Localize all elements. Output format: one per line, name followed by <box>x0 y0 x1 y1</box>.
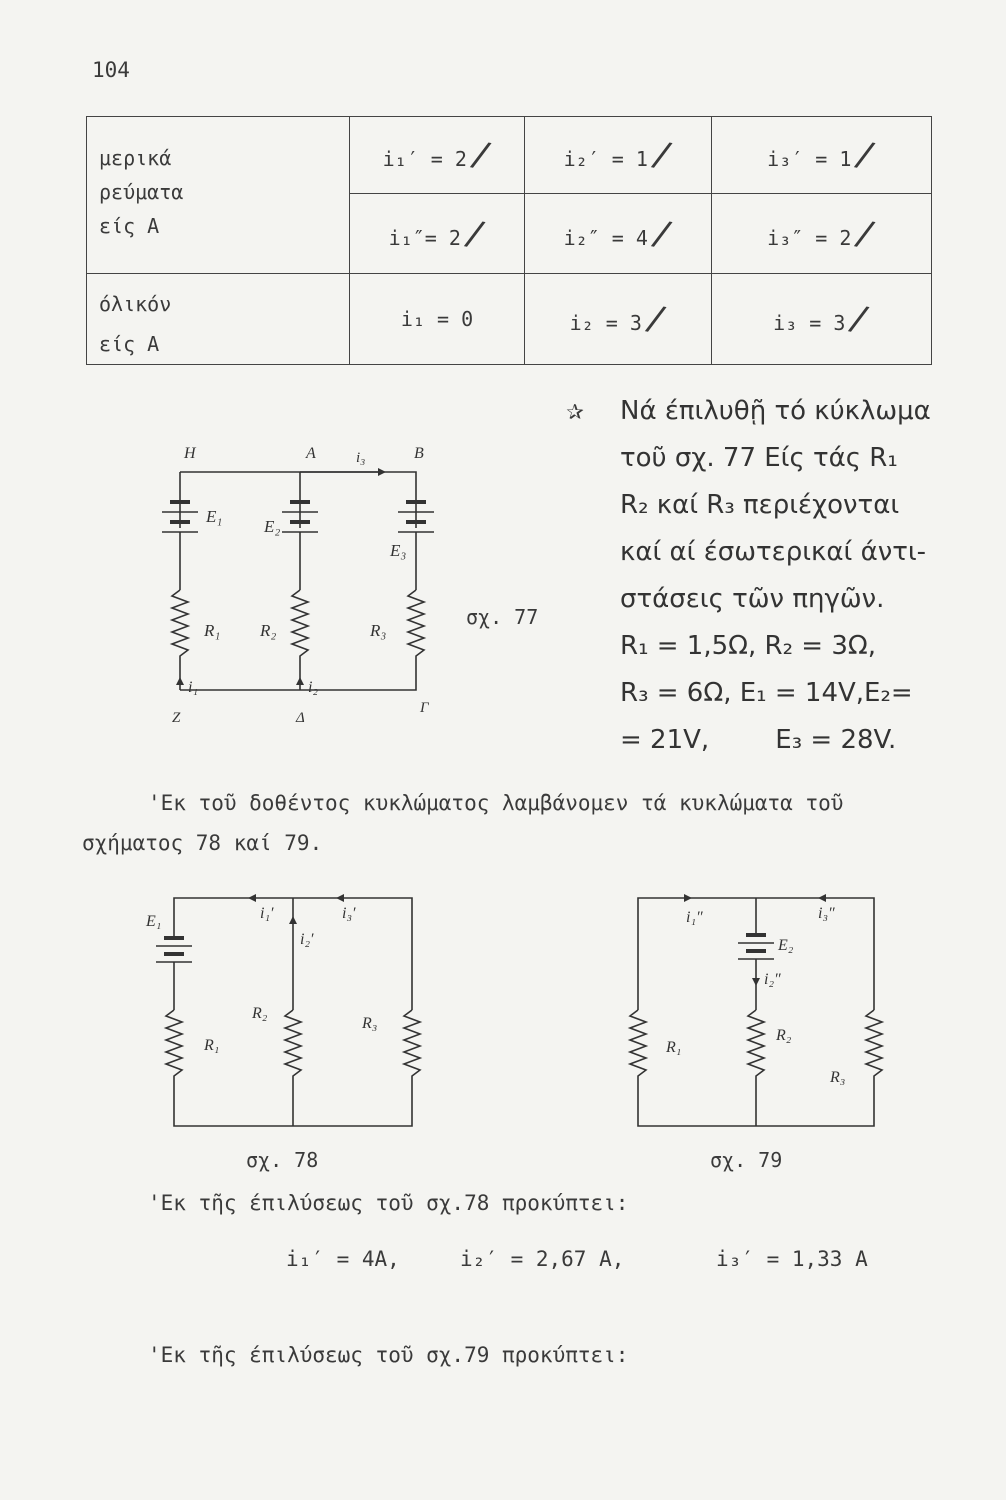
arrow-up-icon <box>289 916 297 924</box>
resistor-r2-icon <box>748 1010 764 1080</box>
arrow-up-icon <box>176 677 184 685</box>
table-row-header-partial <box>87 117 350 274</box>
node-label: Z <box>172 710 181 726</box>
table-cell <box>712 117 932 194</box>
battery-label: E₃ <box>390 541 407 560</box>
problem-statement <box>620 388 940 764</box>
problem-line: τοῦ σχ. 77 Είς τάς R₁ <box>620 443 898 473</box>
circuit-figure-77 <box>140 440 460 730</box>
current-label: i₁″ <box>686 909 703 926</box>
cell-value: i₁′ = 2 <box>382 147 467 171</box>
table-cell <box>350 274 525 365</box>
table-cell <box>525 194 712 274</box>
arrow-down-icon <box>752 978 760 986</box>
resistor-r3-icon <box>404 1010 420 1080</box>
page-number: 104 <box>92 58 130 82</box>
battery-label: E₂ <box>778 937 794 954</box>
result-value: i₂′ = 2,67 A, <box>460 1247 625 1271</box>
star-icon: ✰ <box>566 392 585 427</box>
arrow-right-icon <box>684 894 692 902</box>
result-value: i₃′ = 1,33 A <box>716 1247 868 1271</box>
paragraph-line: 'Εκ τοῦ δοθέντος κυκλώματος λαμβάνομεν τά κυκλώματα τοῦ <box>148 791 844 815</box>
current-label: i₂′ <box>300 931 314 948</box>
figure-caption: σχ. 79 <box>710 1148 783 1172</box>
battery-label: E₁ <box>146 913 162 930</box>
node-label: A <box>306 445 316 462</box>
node-label: Δ <box>296 710 305 726</box>
cell-value: i₁″= 2 <box>388 225 461 250</box>
arrow-down-icon: / <box>851 133 880 177</box>
node-label: Γ <box>420 700 429 716</box>
arrow-down-icon: / <box>851 211 880 256</box>
currents-table <box>86 116 932 365</box>
battery-e1-icon <box>156 938 192 962</box>
paragraph-line: σχήματος 78 καί 79. <box>82 831 323 855</box>
circuit-figure-79 <box>620 880 890 1130</box>
arrow-up-icon: / <box>641 297 671 341</box>
resistor-r1-icon <box>166 1010 182 1080</box>
cell-value: i₃ = 3 <box>773 311 846 335</box>
arrow-up-icon: / <box>466 133 496 177</box>
resistor-label: R₁ <box>666 1039 682 1056</box>
arrow-right-icon <box>378 468 386 476</box>
row-header-line: μερικά <box>99 146 172 170</box>
table-cell <box>712 274 932 365</box>
row-header-line: είς Α <box>99 332 160 356</box>
arrow-left-icon <box>818 894 826 902</box>
arrow-up-icon: / <box>647 211 677 256</box>
battery-label: E₂ <box>264 517 281 536</box>
cell-value: i₁ = 0 <box>400 307 474 331</box>
result-value: i₁′ = 4A, <box>286 1247 400 1271</box>
current-label: i₃′ <box>342 905 356 922</box>
cell-value: i₃′ = 1 <box>767 147 852 171</box>
resistor-label: R₃ <box>370 621 387 640</box>
node-label: H <box>184 445 196 462</box>
current-label: i₂ <box>308 679 319 696</box>
resistor-label: R₃ <box>830 1069 846 1086</box>
arrow-down-icon: / <box>460 211 490 256</box>
cell-value: i₃″ = 2 <box>767 225 852 250</box>
current-label: i₁′ <box>260 905 274 922</box>
resistor-label: R₂ <box>252 1005 268 1022</box>
paragraph-line: 'Εκ τῆς έπιλύσεως τοῦ σχ.79 προκύπτει: <box>148 1343 629 1367</box>
resistor-r1-icon <box>172 590 188 690</box>
problem-line: R₂ καί R₃ περιέχονται <box>620 490 900 520</box>
resistor-r1-icon <box>630 1010 646 1080</box>
problem-line: = 21V, E₃ = 28V. <box>620 725 897 755</box>
row-header-line: ρεύματα <box>99 180 184 204</box>
resistor-r2-icon <box>292 590 308 690</box>
problem-line: καί αί έσωτερικαί άντι- <box>620 537 927 567</box>
arrow-down-icon: / <box>647 133 677 177</box>
node-label: B <box>414 445 424 462</box>
table-cell <box>525 117 712 194</box>
arrow-left-icon <box>336 894 344 902</box>
arrow-down-icon: / <box>845 297 874 341</box>
battery-label: E₁ <box>206 507 223 526</box>
problem-line: R₁ = 1,5Ω, R₂ = 3Ω, <box>620 631 877 661</box>
resistor-label: R₁ <box>204 621 221 640</box>
cell-value: i₂ = 3 <box>569 311 642 335</box>
table-cell <box>712 194 932 274</box>
figure-caption: σχ. 78 <box>246 1148 319 1172</box>
row-header-line: όλικόν <box>99 292 172 316</box>
resistor-label: R₂ <box>776 1027 792 1044</box>
arrow-up-icon <box>296 677 304 685</box>
cell-value: i₂″ = 4 <box>563 225 648 250</box>
current-label: i₃ <box>356 450 366 466</box>
figure-caption: σχ. 77 <box>466 605 539 629</box>
resistor-label: R₃ <box>362 1015 378 1032</box>
current-label: i₃″ <box>818 905 835 922</box>
resistor-r2-icon <box>285 1010 301 1080</box>
row-header-line: είς Α <box>99 214 160 238</box>
problem-line: R₃ = 6Ω, E₁ = 14V,E₂= <box>620 678 913 708</box>
resistor-label: R₂ <box>260 621 277 640</box>
resistor-r3-icon <box>408 590 424 670</box>
table-cell <box>525 274 712 365</box>
resistor-r3-icon <box>866 1010 882 1080</box>
cell-value: i₂′ = 1 <box>563 147 648 171</box>
paragraph-line: 'Εκ τῆς έπιλύσεως τοῦ σχ.78 προκύπτει: <box>148 1191 629 1215</box>
current-label: i₁ <box>188 679 199 696</box>
circuit-figure-78 <box>140 880 440 1130</box>
resistor-label: R₁ <box>204 1037 220 1054</box>
current-label: i₂″ <box>764 971 781 988</box>
problem-line: στάσεις τῶν πηγῶν. <box>620 584 885 614</box>
table-row-header-total <box>87 274 350 365</box>
table-cell <box>350 117 525 194</box>
problem-line: Νά έπιλυθῇ τό κύκλωμα <box>620 396 931 426</box>
table-cell <box>350 194 525 274</box>
arrow-left-icon <box>248 894 256 902</box>
